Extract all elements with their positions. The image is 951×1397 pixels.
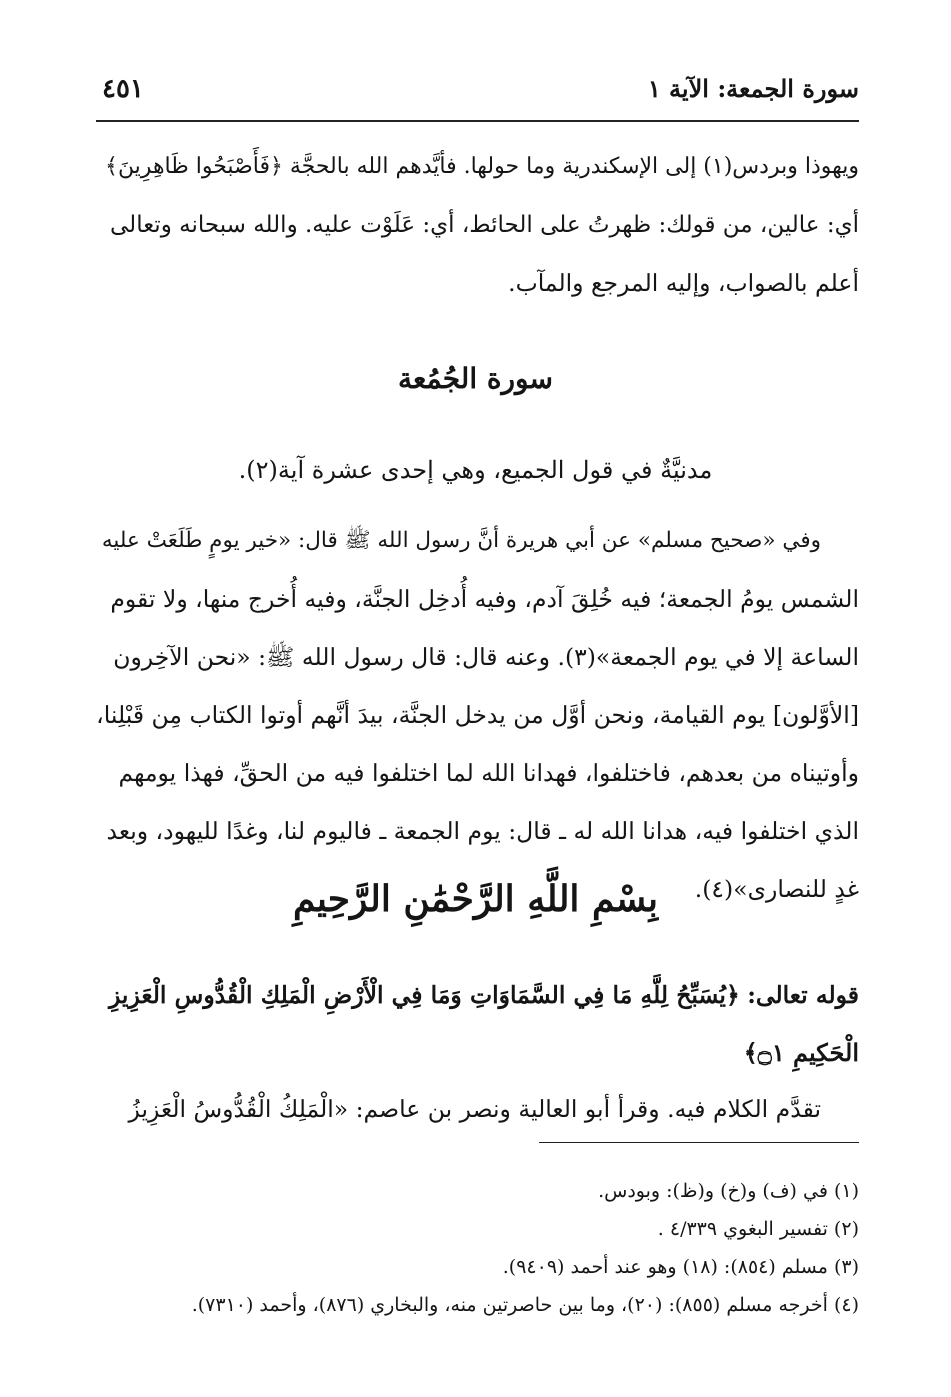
footnote-rule xyxy=(539,1142,859,1143)
page-header xyxy=(96,68,859,120)
surah-title: سورة الجُمُعة xyxy=(398,362,553,395)
footnote: (١) في (ف) و(خ) و(ظ): وبودس. xyxy=(598,1180,859,1202)
text-line: وفي «صحيح مسلم» عن أبي هريرة أنَّ رسول الله ﷺ قال: «خير يومٍ طَلَعَتْ عليه xyxy=(101,528,821,553)
surah-info: مدنيَّةٌ في قول الجميع، وهي إحدى عشرة آية(٢). xyxy=(238,456,713,484)
text-line: [الأوَّلون] يوم القيامة، ونحن أوَّل من يدخل الجنَّة، بيدَ أنَّهم أوتوا الكتاب مِن قَبْلِنا، xyxy=(96,701,859,729)
text-line: أي: عالين، من قولك: ظهرتُ على الحائط، أي: عَلَوْت عليه. والله سبحانه وتعالى xyxy=(110,212,859,238)
intro-paragraph xyxy=(96,138,859,312)
verse-lead: قوله تعالى: xyxy=(747,981,859,1009)
verse-line: الْحَكِيمِ ۝١﴾ xyxy=(743,1038,859,1067)
hadith-paragraph xyxy=(96,512,859,918)
text-line: الشمس يومُ الجمعة؛ فيه خُلِقَ آدم، وفيه أُدخِل الجنَّة، وفيه أُخرج منها، ولا تقوم xyxy=(110,585,859,613)
verse-block xyxy=(96,966,859,1082)
text-line: وأوتيناه من بعدهم، فاختلفوا، فهدانا الله لما اختلفوا فيه من الحقِّ، فهذا يومهم xyxy=(118,759,859,787)
text-line: غدٍ للنصارى»(٤). xyxy=(694,875,859,903)
page-number: ٤٥١ xyxy=(102,74,144,104)
basmala: بِسْمِ اللَّهِ الرَّحْمَٰنِ الرَّحِيمِ xyxy=(292,878,659,920)
footnotes xyxy=(96,1172,859,1324)
text-line: تقدَّم الكلام فيه. وقرأ أبو العالية ونصر بن عاصم: «الْمَلِكُ الْقُدُّوسُ الْعَزِيزُ xyxy=(128,1095,821,1123)
footnote: (٣) مسلم (٨٥٤): (١٨) وهو عند أحمد (٩٤٠٩). xyxy=(502,1256,859,1278)
text-line: أعلم بالصواب، وإليه المرجع والمآب. xyxy=(508,269,859,297)
footnote: (٢) تفسير البغوي ٤/٣٣٩ . xyxy=(657,1218,859,1240)
verse-text: ﴿يُسَبِّحُ لِلَّهِ مَا فِي السَّمَاوَاتِ وَمَا فِي الْأَرْضِ الْمَلِكِ الْقُدُّوسِ الْعَزِيزِ xyxy=(108,981,740,1009)
footnote: (٤) أخرجه مسلم (٨٥٥): (٢٠)، وما بين حاصرتين منه، والبخاري (٨٧٦)، وأحمد (٧٣١٠). xyxy=(191,1294,859,1316)
header-rule xyxy=(96,120,859,122)
commentary-paragraph xyxy=(96,1080,859,1138)
text-line: الذي اختلفوا فيه، هدانا الله له ـ قال: يوم الجمعة ـ فاليوم لنا، وغدًا لليهود، وبعد xyxy=(106,817,859,845)
text-line: الساعة إلا في يوم الجمعة»(٣). وعنه قال: قال رسول الله ﷺ: «نحن الآخِرون xyxy=(113,643,859,671)
verse-line xyxy=(96,966,859,1024)
running-title: سورة الجمعة: الآية ١ xyxy=(647,74,859,103)
text-line: ويهوذا وبردس(١) إلى الإسكندرية وما حولها. فأيَّدهم الله بالحجَّة ﴿فَأَصْبَحُوا ظَاهِرِينَ﴾ xyxy=(105,154,859,179)
